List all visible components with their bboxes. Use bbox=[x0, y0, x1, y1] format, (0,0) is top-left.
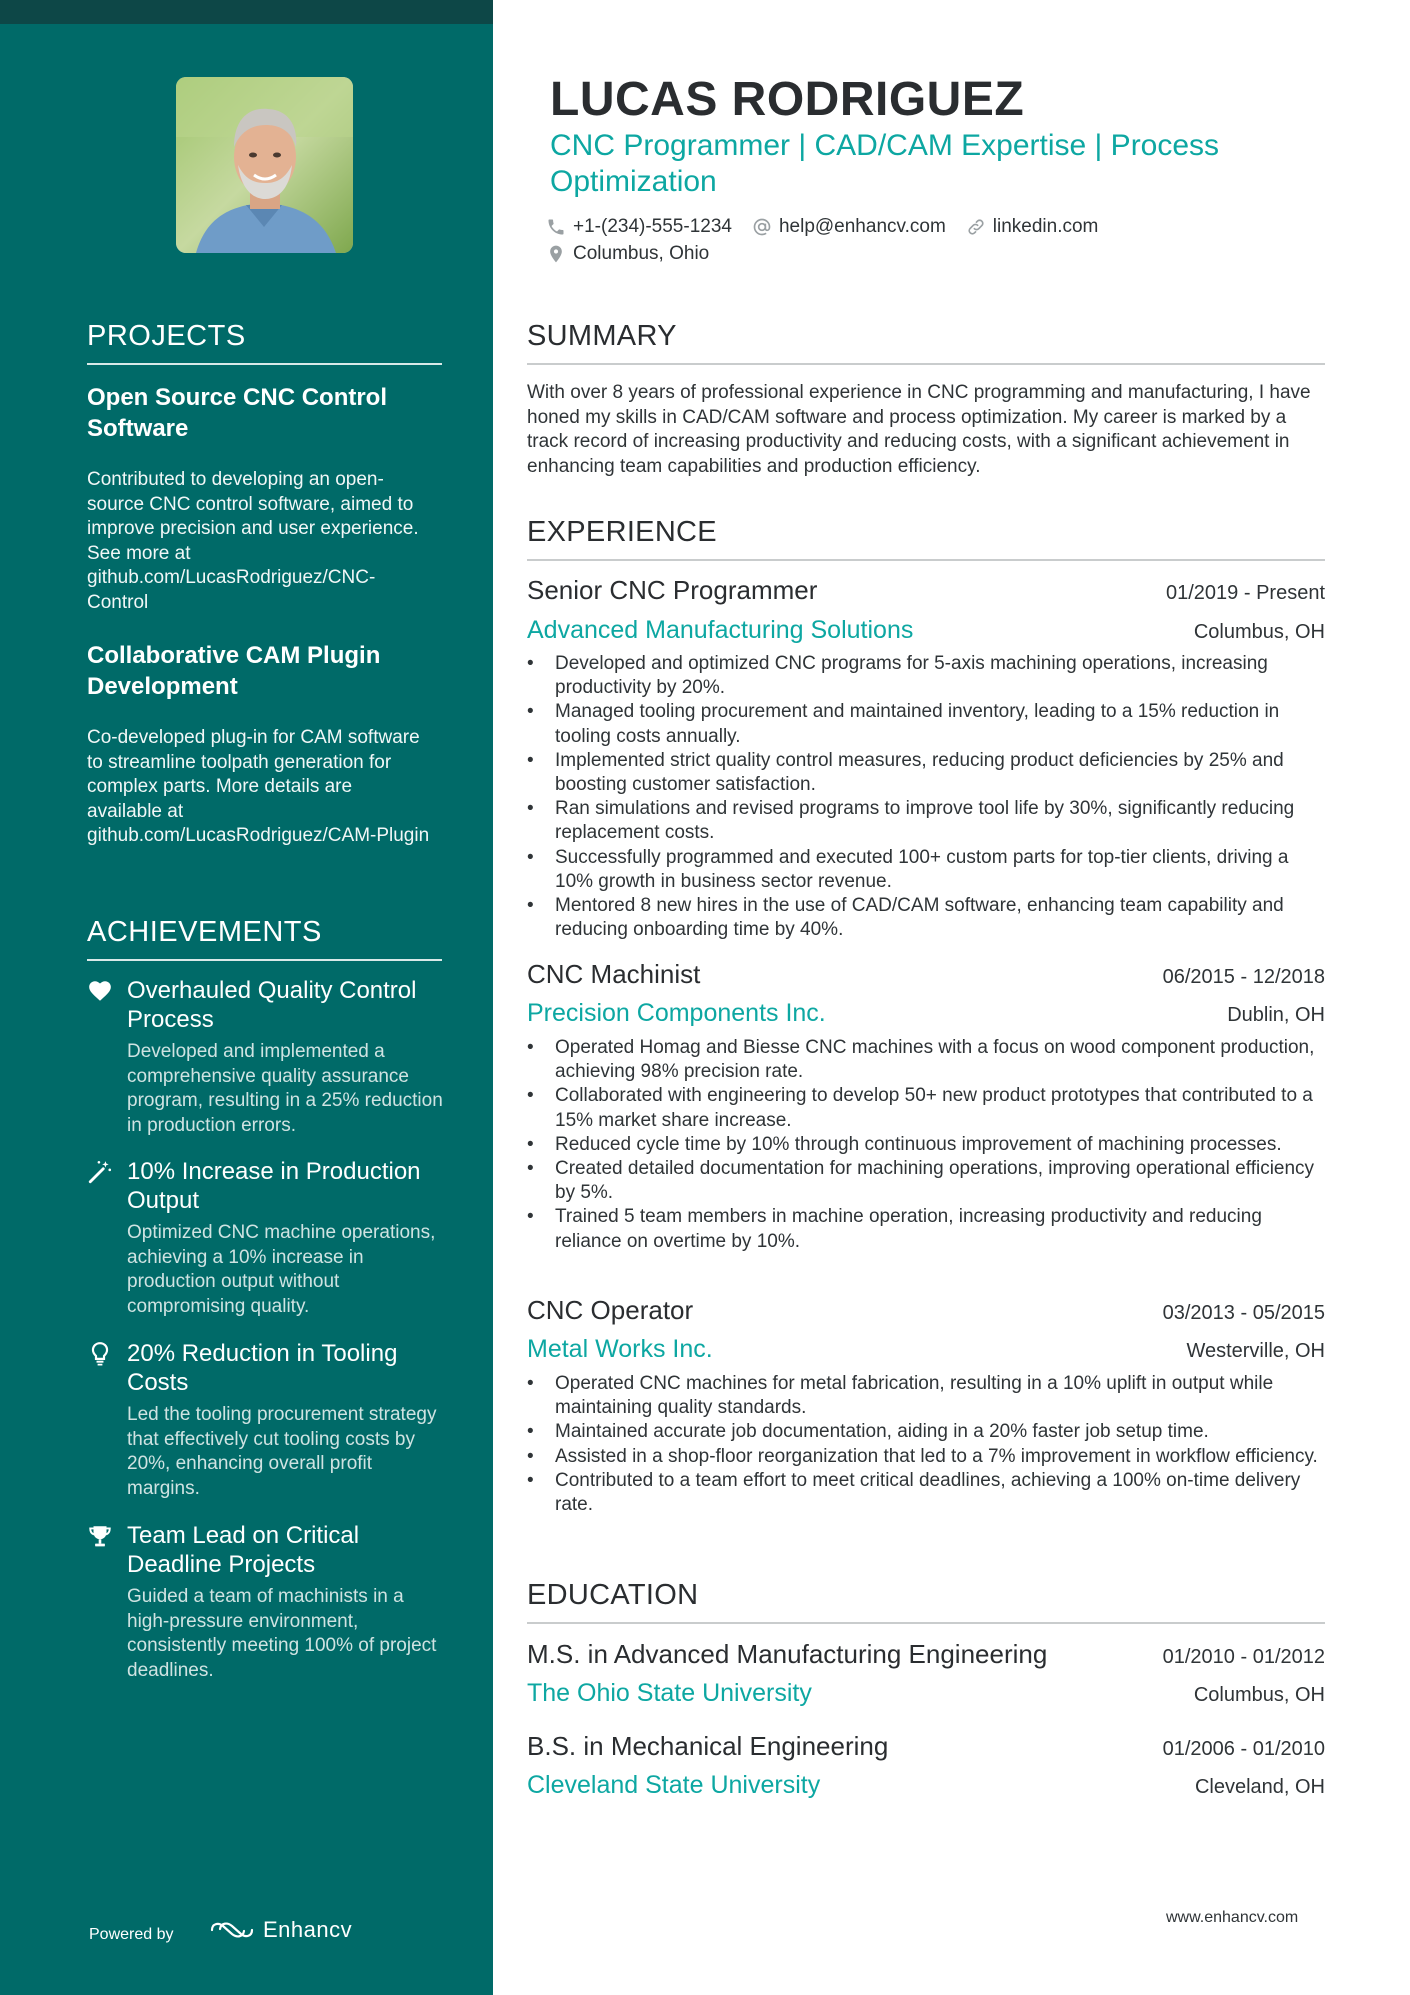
summary-heading: SUMMARY bbox=[527, 320, 1325, 365]
job-header bbox=[527, 1295, 1325, 1326]
achievement-description: Guided a team of machinists in a high-pressure environment, consistently meeting 100% of project deadlines. bbox=[127, 1586, 437, 1681]
heart-icon bbox=[87, 978, 113, 1004]
job-company: Precision Components Inc. bbox=[527, 999, 826, 1027]
lightbulb-icon bbox=[87, 1341, 113, 1367]
job-dates: 06/2015 - 12/2018 bbox=[1162, 966, 1325, 988]
job-company-row bbox=[527, 616, 1325, 645]
job-company-row bbox=[527, 999, 1325, 1028]
project-item bbox=[87, 640, 432, 849]
at-sign-icon bbox=[752, 217, 772, 237]
email-address: help@enhancv.com bbox=[778, 216, 946, 237]
link-icon bbox=[966, 217, 986, 237]
enhancv-logo-icon bbox=[209, 1918, 255, 1942]
powered-by-label: Powered by bbox=[89, 1926, 174, 1943]
job-location: Columbus, OH bbox=[1193, 621, 1325, 643]
sidebar-top-band bbox=[0, 0, 493, 24]
profile-photo bbox=[176, 77, 353, 253]
project-title: Collaborative CAM Plugin Development bbox=[87, 642, 381, 700]
contact-row bbox=[546, 216, 1118, 238]
school-name: The Ohio State University bbox=[527, 1679, 812, 1707]
phone-icon bbox=[546, 217, 566, 237]
list-item: • Mentored 8 new hires in the use of CAD/CAM software, enhancing team capability and reducing onboarding time by 40%. bbox=[527, 894, 1327, 942]
projects-heading: PROJECTS bbox=[87, 320, 442, 365]
list-item: • Collaborated with engineering to develop 50+ new product prototypes that contributed to a 15% market share increase. bbox=[527, 1084, 1327, 1132]
degree-dates: 01/2010 - 01/2012 bbox=[1162, 1646, 1325, 1668]
achievement-title: 10% Increase in Production Output bbox=[127, 1158, 421, 1214]
list-item: • Assisted in a shop-floor reorganization that led to a 7% improvement in workflow efficiency. bbox=[527, 1445, 1327, 1469]
job-bullets bbox=[527, 1036, 1327, 1254]
achievement-item bbox=[87, 1339, 447, 1501]
enhancv-brand-name: Enhancv bbox=[263, 1917, 353, 1942]
list-item: • Operated CNC machines for metal fabrication, resulting in a 10% uplift in output while maintaining quality standards. bbox=[527, 1372, 1327, 1420]
education-header bbox=[527, 1639, 1325, 1670]
job-header bbox=[527, 959, 1325, 990]
project-description: Contributed to developing an open-source CNC control software, aimed to improve precision and user experience. See more at github.com/LucasRodriguez/CNC-Control bbox=[87, 469, 419, 613]
job-header bbox=[527, 575, 1325, 606]
list-item: • Operated Homag and Biesse CNC machines with a focus on wood component production, achieving 98% precision rate. bbox=[527, 1036, 1327, 1084]
location-row bbox=[546, 243, 729, 265]
list-item: • Trained 5 team members in machine operation, increasing productivity and reducing reliance on overtime by 10%. bbox=[527, 1205, 1327, 1253]
education-heading: EDUCATION bbox=[527, 1579, 1325, 1624]
job-role: CNC Machinist bbox=[527, 959, 701, 989]
location-text: Columbus, Ohio bbox=[573, 243, 710, 264]
map-pin-icon bbox=[546, 244, 566, 264]
school-location: Cleveland, OH bbox=[1194, 1776, 1325, 1798]
magic-wand-icon bbox=[87, 1159, 113, 1185]
candidate-headline: CNC Programmer | CAD/CAM Expertise | Process Optimization bbox=[550, 129, 1220, 198]
achievement-description: Optimized CNC machine operations, achieving a 10% increase in production output without compromising quality. bbox=[127, 1222, 436, 1317]
list-item: • Contributed to a team effort to meet critical deadlines, achieving a 100% on-time delivery rate. bbox=[527, 1469, 1327, 1517]
project-item bbox=[87, 382, 432, 615]
job-company: Metal Works Inc. bbox=[527, 1335, 713, 1363]
phone-contact[interactable] bbox=[546, 216, 732, 238]
list-item: • Implemented strict quality control measures, reducing product deficiencies by 25% and boosting customer satisfaction. bbox=[527, 749, 1327, 797]
education-school-row bbox=[527, 1771, 1325, 1800]
school-location: Columbus, OH bbox=[1193, 1684, 1325, 1706]
linkedin-url: linkedin.com bbox=[992, 216, 1099, 237]
job-company: Advanced Manufacturing Solutions bbox=[527, 616, 914, 644]
education-header bbox=[527, 1731, 1325, 1762]
achievement-title: Team Lead on Critical Deadline Projects bbox=[127, 1522, 360, 1578]
project-description: Co-developed plug-in for CAM software to streamline toolpath generation for complex parts. More details are available at github.com/LucasRodriguez/CAM-Plugin bbox=[87, 727, 430, 846]
job-location: Dublin, OH bbox=[1227, 1004, 1325, 1026]
job-dates: 03/2013 - 05/2015 bbox=[1162, 1302, 1325, 1324]
list-item: • Maintained accurate job documentation, aiding in a 20% faster job setup time. bbox=[527, 1420, 1327, 1444]
job-role: Senior CNC Programmer bbox=[527, 575, 818, 605]
education-school-row bbox=[527, 1679, 1325, 1708]
experience-heading: EXPERIENCE bbox=[527, 516, 1325, 561]
job-role: CNC Operator bbox=[527, 1295, 694, 1325]
achievement-item bbox=[87, 976, 447, 1138]
degree-dates: 01/2006 - 01/2010 bbox=[1162, 1738, 1325, 1760]
location-contact bbox=[546, 243, 709, 265]
list-item: • Ran simulations and revised programs to improve tool life by 30%, significantly reducing replacement costs. bbox=[527, 797, 1327, 845]
job-location: Westerville, OH bbox=[1186, 1340, 1325, 1362]
sidebar bbox=[0, 0, 493, 1995]
job-bullets bbox=[527, 1372, 1327, 1517]
achievement-item bbox=[87, 1157, 447, 1319]
list-item: • Created detailed documentation for machining operations, improving operational efficiency by 5%. bbox=[527, 1157, 1327, 1205]
job-dates: 01/2019 - Present bbox=[1166, 582, 1325, 604]
summary-text: With over 8 years of professional experience in CNC programming and manufacturing, I have honed my skills in CAD/CAM software and process optimization. My career is marked by a track record of increasing productivity and reducing costs, with a significant achievement in enhancing team capabilities and production efficiency. bbox=[527, 382, 1311, 477]
email-contact[interactable] bbox=[752, 216, 946, 238]
job-bullets bbox=[527, 652, 1327, 942]
list-item: • Developed and optimized CNC programs for 5-axis machining operations, increasing productivity by 20%. bbox=[527, 652, 1327, 700]
achievement-title: 20% Reduction in Tooling Costs bbox=[127, 1340, 398, 1396]
achievement-item bbox=[87, 1521, 447, 1683]
trophy-icon bbox=[87, 1523, 113, 1549]
achievement-description: Developed and implemented a comprehensive quality assurance program, resulting in a 25% reduction in production errors. bbox=[127, 1041, 443, 1136]
candidate-name: LUCAS RODRIGUEZ bbox=[550, 73, 1025, 126]
list-item: • Managed tooling procurement and maintained inventory, leading to a 15% reduction in tooling costs annually. bbox=[527, 700, 1327, 748]
achievement-description: Led the tooling procurement strategy that effectively cut tooling costs by 20%, enhancing overall profit margins. bbox=[127, 1404, 437, 1499]
list-item: • Reduced cycle time by 10% through continuous improvement of machining processes. bbox=[527, 1133, 1327, 1157]
website-link[interactable]: www.enhancv.com bbox=[1166, 1909, 1299, 1926]
phone-number: +1-(234)-555-1234 bbox=[573, 216, 732, 237]
job-company-row bbox=[527, 1335, 1325, 1364]
achievement-title: Overhauled Quality Control Process bbox=[127, 977, 417, 1033]
list-item: • Successfully programmed and executed 100+ custom parts for top-tier clients, driving a 10% growth in business sector revenue. bbox=[527, 846, 1327, 894]
degree-title: B.S. in Mechanical Engineering bbox=[527, 1731, 889, 1761]
school-name: Cleveland State University bbox=[527, 1771, 821, 1799]
degree-title: M.S. in Advanced Manufacturing Engineering bbox=[527, 1639, 1048, 1669]
achievements-heading: ACHIEVEMENTS bbox=[87, 916, 442, 961]
linkedin-contact[interactable] bbox=[966, 216, 1099, 238]
project-title: Open Source CNC Control Software bbox=[87, 384, 388, 442]
enhancv-logo[interactable] bbox=[209, 1917, 352, 1943]
